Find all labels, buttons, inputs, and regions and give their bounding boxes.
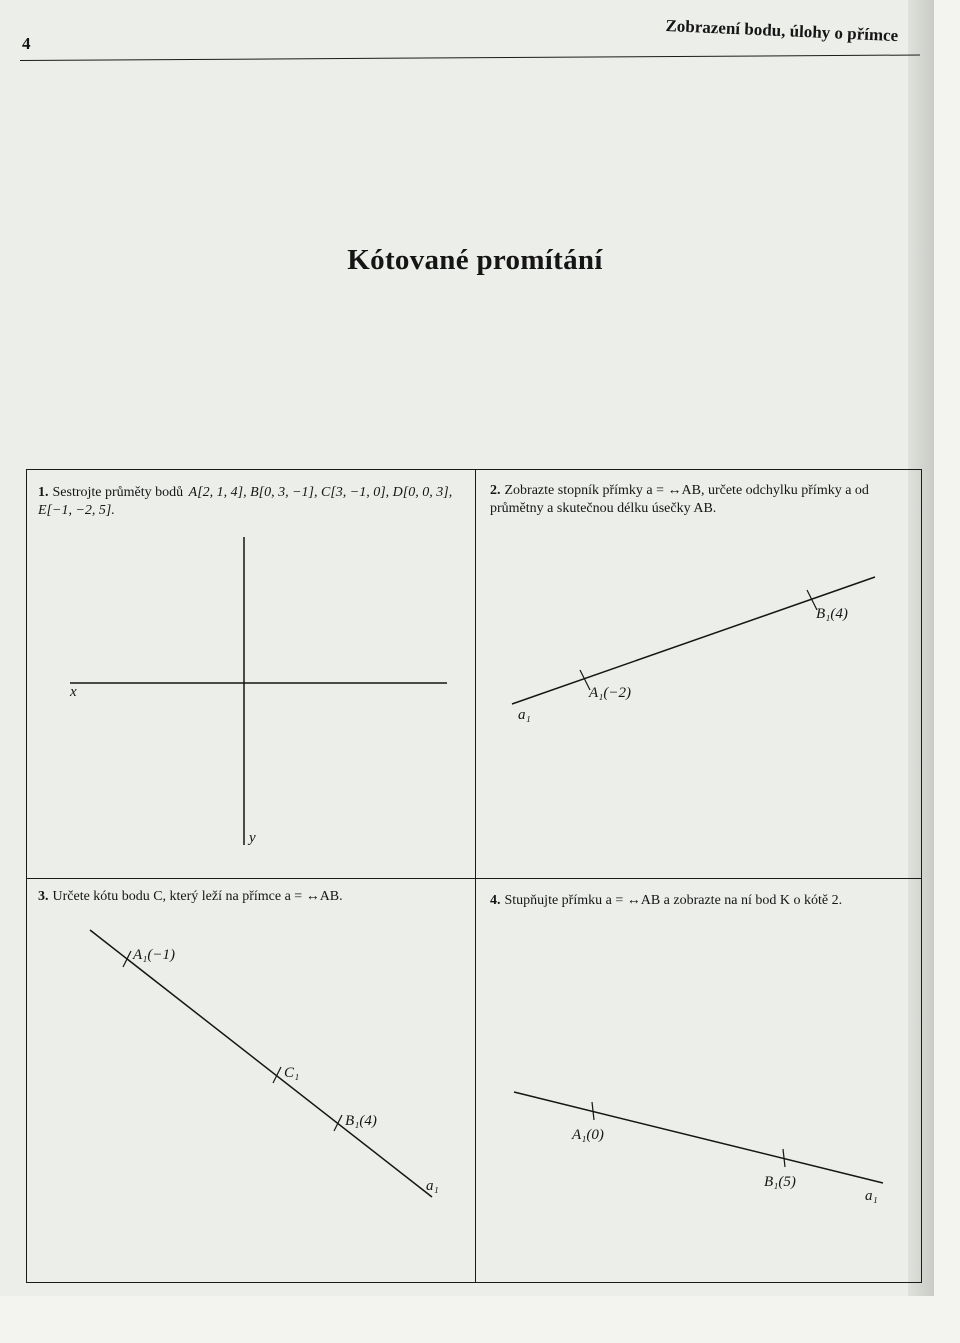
exercise-4-prompt: Stupňujte přímku a = ↔AB a zobrazte na ní bod K o kótě 2. bbox=[504, 893, 843, 908]
figure-1-axes bbox=[69, 537, 447, 846]
exercise-4-number: 4. bbox=[490, 893, 501, 908]
tick-b1 bbox=[334, 1115, 342, 1131]
point-a1-label: A₁(0) bbox=[572, 1127, 604, 1143]
line-a1-label: a₁ bbox=[426, 1178, 439, 1194]
line-a1-label: a₁ bbox=[518, 707, 531, 723]
exercise-2-number: 2. bbox=[490, 483, 501, 498]
page-number: 4 bbox=[22, 34, 31, 53]
line-a1 bbox=[514, 1092, 883, 1183]
point-c1-label: C₁ bbox=[284, 1065, 300, 1081]
point-b1-label: B₁(5) bbox=[764, 1174, 796, 1190]
line-a1 bbox=[512, 577, 875, 704]
figure-2 bbox=[512, 577, 875, 723]
figure-4 bbox=[514, 1092, 883, 1204]
exercise-1-label: Sestrojte průměty bodů bbox=[52, 485, 184, 500]
running-head: Zobrazení bodu, úlohy o přímce bbox=[665, 16, 899, 46]
point-b1-label: B₁(4) bbox=[816, 606, 848, 622]
chapter-title: Kótované promítání bbox=[347, 244, 603, 276]
exercise-1-points: A[2, 1, 4], B[0, 3, −1], C[3, −1, 0], D[0, 0, 3], E[−1, −2, 5]. bbox=[38, 485, 453, 518]
x-axis-label: x bbox=[70, 684, 77, 700]
y-axis-label: y bbox=[249, 830, 256, 846]
exercise-3-prompt: Určete kótu bodu C, který leží na přímce a = ↔AB. bbox=[52, 889, 343, 904]
line-a1-label: a₁ bbox=[865, 1188, 878, 1204]
exercise-1-number: 1. bbox=[38, 485, 49, 500]
tick-c1 bbox=[273, 1067, 281, 1083]
point-a1-label: A₁(−1) bbox=[133, 947, 175, 963]
figure-3 bbox=[90, 930, 439, 1197]
tick-a1 bbox=[123, 951, 131, 967]
line-a1 bbox=[90, 930, 432, 1197]
point-a1-label: A₁(−2) bbox=[589, 685, 631, 701]
point-b1-label: B₁(4) bbox=[345, 1113, 377, 1129]
exercise-2-prompt: Zobrazte stopník přímky a = ↔AB, určete odchylku přímky a od průmětny a skutečnou délku úsečky AB. bbox=[490, 483, 869, 516]
exercise-3-number: 3. bbox=[38, 889, 49, 904]
